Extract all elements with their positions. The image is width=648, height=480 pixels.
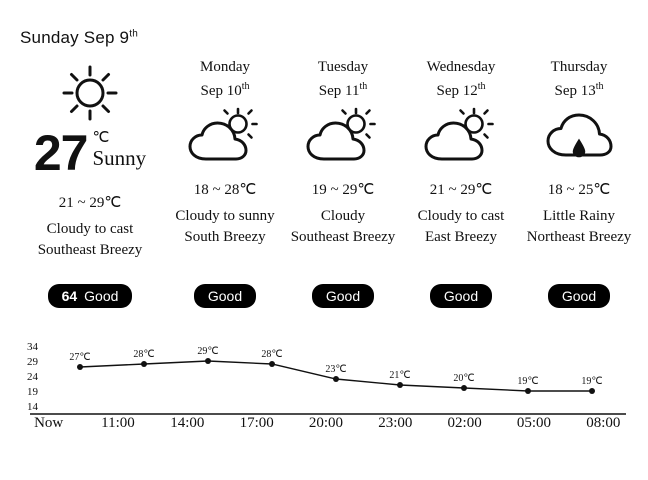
today-desc-line1: Cloudy to cast xyxy=(46,221,134,237)
chart-point-label: 20℃ xyxy=(453,373,475,384)
day-desc-line2: South Breezy xyxy=(184,229,266,245)
chart-point-label: 19℃ xyxy=(581,376,603,387)
axis-label: 17:00 xyxy=(239,415,274,431)
chart-point xyxy=(333,376,339,382)
today-condition: Sunny xyxy=(92,146,147,170)
chart-point-label: 21℃ xyxy=(389,370,411,381)
aqi-cell-wednesday xyxy=(402,284,520,308)
day-date-text: Sep 12 xyxy=(436,83,478,99)
page-title xyxy=(20,28,138,48)
y-tick-label: 34 xyxy=(27,341,38,353)
day-date-text: Sep 10 xyxy=(200,83,242,99)
header-date-text: Sunday Sep 9 xyxy=(20,28,130,47)
chart-point-label: 28℃ xyxy=(261,349,283,360)
day-desc-line1: Little Rainy xyxy=(542,208,616,224)
day-date-suffix: th xyxy=(595,81,604,92)
day-desc-line1: Cloudy to cast xyxy=(417,208,505,224)
day-desc-line1: Cloudy xyxy=(320,208,366,224)
axis-label: 08:00 xyxy=(586,415,621,431)
chart-point xyxy=(141,361,147,367)
day-date xyxy=(436,77,485,101)
aqi-cell-today xyxy=(14,284,166,308)
status-badge-thursday[interactable] xyxy=(548,284,610,308)
today-temperature: 27 xyxy=(33,125,88,181)
day-name: Monday xyxy=(200,59,250,75)
chart-point xyxy=(205,358,211,364)
day-name: Tuesday xyxy=(317,59,369,75)
cloudy-sun-icon xyxy=(186,105,264,167)
today-unit: ℃ xyxy=(92,130,110,146)
axis-label: 20:00 xyxy=(308,415,344,431)
aqi-row xyxy=(14,284,638,308)
day-name: Thursday xyxy=(550,59,608,75)
forecast-column-wednesday[interactable] xyxy=(402,58,520,247)
chart-point-label: 23℃ xyxy=(325,364,347,375)
aqi-value: 64 xyxy=(61,288,78,304)
axis-label: Now xyxy=(34,415,64,431)
day-date-suffix: th xyxy=(477,81,486,92)
y-tick-label: 19 xyxy=(27,386,38,398)
day-date-text: Sep 13 xyxy=(554,83,596,99)
day-date xyxy=(319,77,367,101)
header-date-suffix: th xyxy=(129,28,138,40)
forecast-row xyxy=(14,58,638,260)
chart-point xyxy=(269,361,275,367)
day-date xyxy=(200,77,249,101)
day-date xyxy=(554,77,603,101)
day-desc-line1: Cloudy to sunny xyxy=(175,208,275,224)
chart-point xyxy=(589,388,595,394)
day-desc-line2: East Breezy xyxy=(424,229,498,245)
chart-point-label: 28℃ xyxy=(133,349,155,360)
day-desc-line2: Northeast Breezy xyxy=(526,229,632,245)
status-badge-today[interactable] xyxy=(48,284,133,308)
aqi-label: Good xyxy=(207,288,243,304)
axis-label: 14:00 xyxy=(170,415,205,431)
chart-point-label: 19℃ xyxy=(517,376,539,387)
today-temperature-row xyxy=(33,125,147,181)
aqi-label: Good xyxy=(325,288,361,304)
aqi-cell-tuesday xyxy=(284,284,402,308)
axis-label: 02:00 xyxy=(447,415,482,431)
day-range: 19 ~ 29℃ xyxy=(311,182,375,198)
day-desc-line2: Southeast Breezy xyxy=(290,229,396,245)
chart-point-label: 29℃ xyxy=(197,346,219,357)
day-date-text: Sep 11 xyxy=(318,83,360,99)
today-unit-block xyxy=(92,130,146,170)
axis-label: 11:00 xyxy=(101,415,135,431)
chart-point-label: 27℃ xyxy=(69,352,91,363)
day-range: 18 ~ 25℃ xyxy=(547,182,611,198)
y-tick-label: 24 xyxy=(27,371,38,383)
today-range: 21 ~ 29℃ xyxy=(58,195,122,211)
day-date-suffix: th xyxy=(241,81,250,92)
chart-point xyxy=(461,385,467,391)
today-desc-line2: Southeast Breezy xyxy=(37,242,143,258)
status-badge-wednesday[interactable] xyxy=(430,284,492,308)
aqi-label: Good xyxy=(561,288,597,304)
chart-point xyxy=(525,388,531,394)
y-tick-label: 14 xyxy=(27,401,38,413)
forecast-column-tuesday[interactable] xyxy=(284,58,402,247)
status-badge-monday[interactable] xyxy=(194,284,256,308)
axis-label: 23:00 xyxy=(378,415,413,431)
cloudy-sun-icon xyxy=(422,105,500,167)
cloudy-sun-icon xyxy=(304,105,382,167)
chart-point xyxy=(397,382,403,388)
sun-icon xyxy=(55,60,125,126)
forecast-column-thursday[interactable] xyxy=(520,58,638,247)
chart-point xyxy=(77,364,83,370)
day-range: 18 ~ 28℃ xyxy=(193,182,257,198)
aqi-label: Good xyxy=(84,288,119,304)
aqi-label: Good xyxy=(443,288,479,304)
aqi-cell-thursday xyxy=(520,284,638,308)
aqi-cell-monday xyxy=(166,284,284,308)
y-tick-label: 29 xyxy=(27,356,38,368)
day-range: 21 ~ 29℃ xyxy=(429,182,493,198)
status-badge-tuesday[interactable] xyxy=(312,284,374,308)
forecast-column-today[interactable] xyxy=(14,58,166,260)
forecast-column-monday[interactable] xyxy=(166,58,284,247)
day-date-suffix: th xyxy=(359,81,368,92)
day-name: Wednesday xyxy=(426,59,496,75)
rain-cloud-icon xyxy=(540,105,618,167)
hourly-axis-labels xyxy=(14,415,638,432)
axis-label: 05:00 xyxy=(516,415,552,431)
